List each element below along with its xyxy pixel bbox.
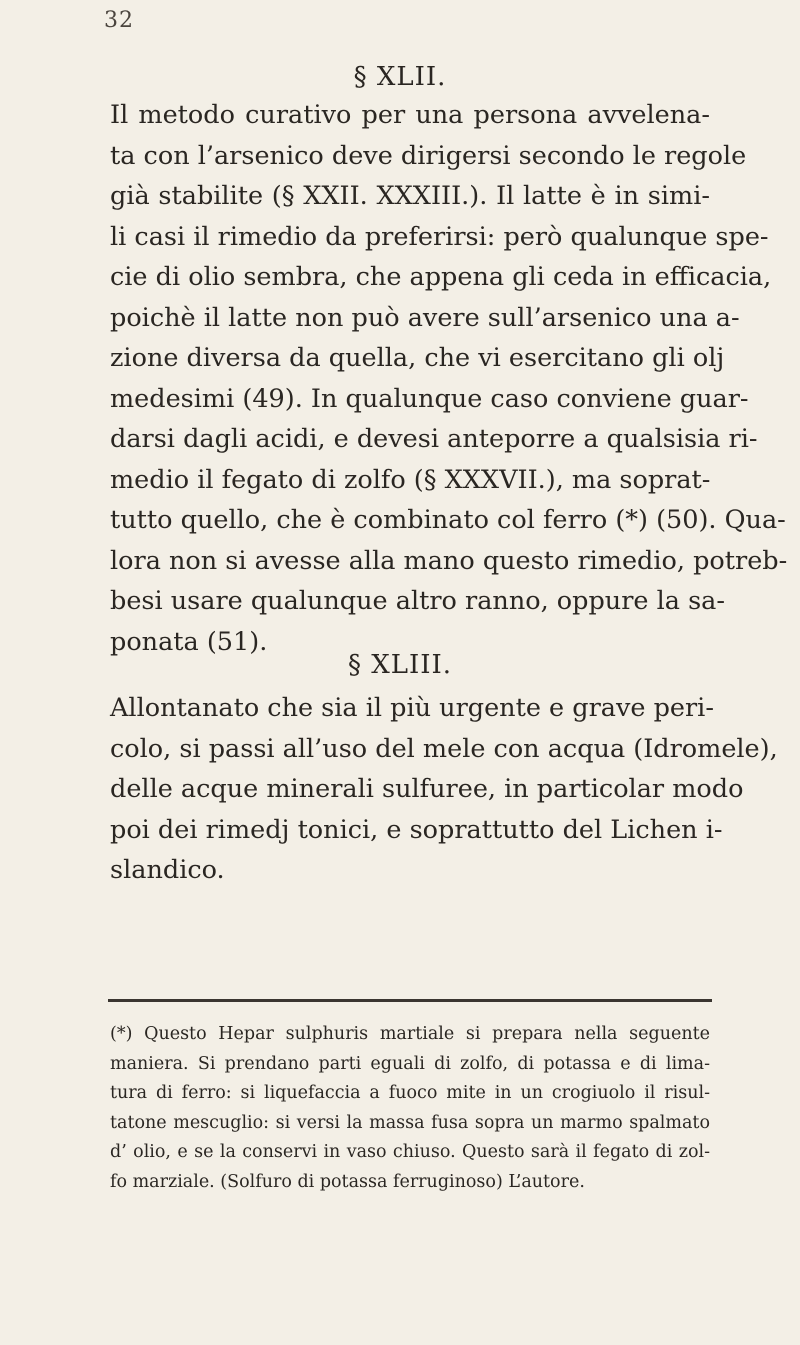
footnote-separator-rule [108,999,712,1002]
footnote-line: fo marziale. (Solfuro di potassa ferruginoso) L’autore. [110,1171,585,1192]
text-line: tutto quello, che è combinato col ferro (*) (50). Qua- [110,505,786,535]
text-line: lora non si avesse alla mano questo rimedio, potreb- [110,545,788,576]
text-line: darsi dagli acidi, e devesi anteporre a qualsisia ri- [110,424,758,454]
text-line: medesimi (49). In qualunque caso conviene guar- [110,383,749,414]
text-line: medio il fegato di zolfo (§ XXXVII.), ma soprat- [110,464,711,495]
text-line: Allontanato che sia il più urgente e grave peri- [110,693,714,723]
section-heading-42: § XLII. [353,62,447,92]
text-line: ponata (51). [110,626,268,657]
footnote-line: (*) Questo Hepar sulphuris martiale si prepara nella seguente [110,1024,710,1044]
footnote-line: maniera. Si prendano parti eguali di zolfo, di potassa e di lima- [110,1053,710,1074]
footnote-line: tatone mescuglio: si versi la massa fusa sopra un marmo spalmato [110,1112,710,1133]
section-heading-43: § XLIII. [347,650,453,680]
text-line: besi usare qualunque altro ranno, oppure la sa- [110,586,725,616]
text-line: delle acque minerali sulfuree, in particolar modo [110,774,744,804]
footnote-line: tura di ferro: si liquefaccia a fuoco mite in un crogiuolo il risul- [110,1083,710,1103]
text-line: poichè il latte non può avere sull’arsenico una a- [110,302,740,333]
text-line: poi dei rimedj tonici, e soprattutto del Lichen i- [110,814,723,845]
section-42-paragraph [110,95,788,662]
text-line: cie di olio sembra, che appena gli ceda in efficacia, [110,262,772,292]
text-line: ta con l’arsenico deve dirigersi secondo le regole [110,140,747,171]
text-line: zione diversa da quella, che vi esercitano gli olj [110,343,725,373]
text-line: li casi il rimedio da preferirsi: però qualunque spe- [110,221,769,252]
section-43-paragraph [110,688,778,891]
text-line: Il metodo curativo per una persona avvelena- [110,100,710,130]
footnote [110,1020,710,1197]
text-line: colo, si passi all’uso del mele con acqua (Idromele), [110,733,778,764]
page-number: 32 [104,8,134,33]
text-line: slandico. [110,855,225,885]
text-line: già stabilite (§ XXII. XXXIII.). Il latte è in simi- [110,181,710,211]
footnote-line: d’ olio, e se la conservi in vaso chiuso. Questo sarà il fegato di zol- [110,1142,710,1162]
